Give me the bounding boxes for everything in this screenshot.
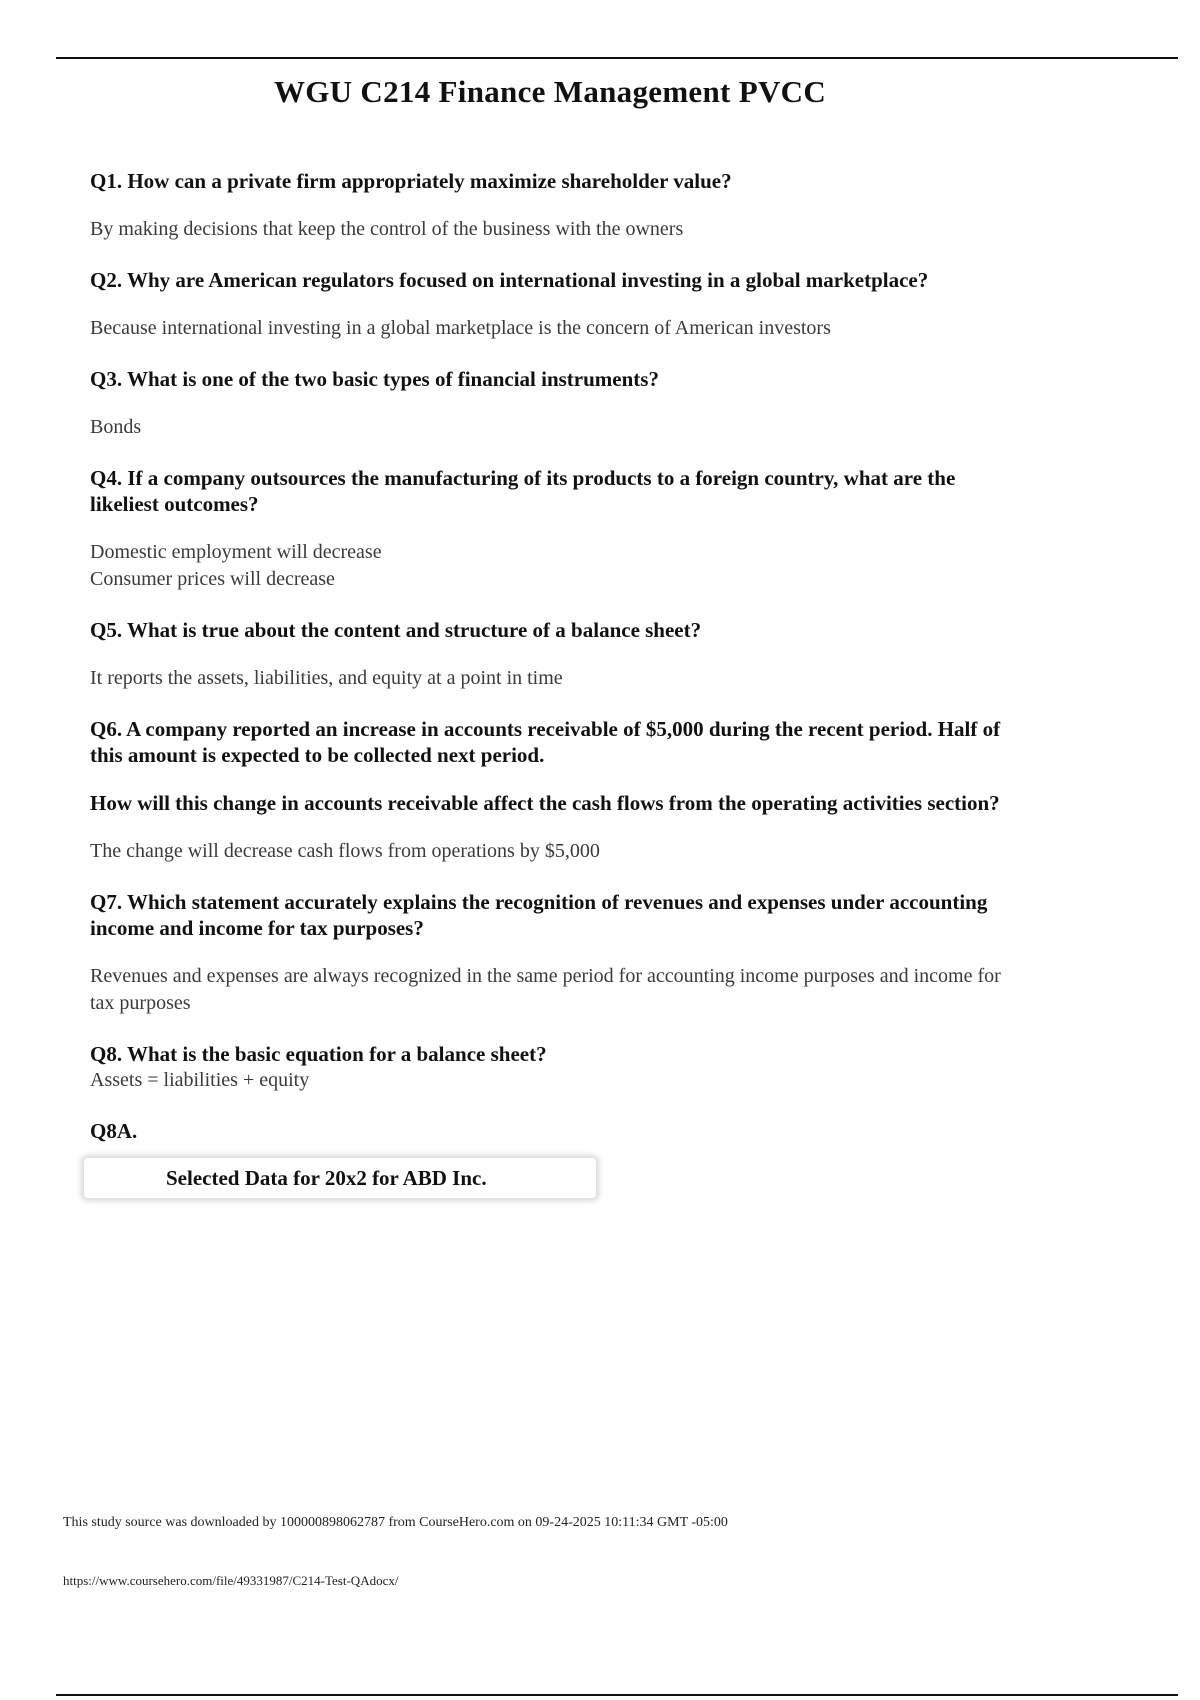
question-7: Q7. Which statement accurately explains the recognition of revenues and expenses under accounting income and income for tax purposes? xyxy=(90,890,988,940)
question-1: Q1. How can a private firm appropriately maximize shareholder value? xyxy=(90,169,732,193)
question-2: Q2. Why are American regulators focused on international investing in a global marketplace? xyxy=(90,268,929,292)
question-3: Q3. What is one of the two basic types of financial instruments? xyxy=(90,367,659,391)
question-4: Q4. If a company outsources the manufacturing of its products to a foreign country, what are the likeliest outcomes? xyxy=(90,466,956,516)
top-rule xyxy=(56,57,1178,59)
answer-7: Revenues and expenses are always recognized in the same period for accounting income purposes and income for tax purposes xyxy=(90,965,1001,1014)
answer-3: Bonds xyxy=(90,416,142,438)
bottom-rule xyxy=(56,1694,1178,1696)
selected-data-box: Selected Data for 20x2 for ABD Inc. xyxy=(84,1158,596,1198)
answer-6: The change will decrease cash flows from operations by $5,000 xyxy=(90,840,600,862)
document-title: WGU C214 Finance Management PVCC xyxy=(273,74,827,109)
question-6-followup: How will this change in accounts receivable affect the cash flows from the operating activities section? xyxy=(90,791,1000,815)
question-8: Q8. What is the basic equation for a balance sheet? xyxy=(90,1042,547,1066)
source-url: https://www.coursehero.com/file/49331987/C214-Test-QAdocx/ xyxy=(63,1573,399,1588)
qa-content xyxy=(90,168,1010,1198)
download-note: This study source was downloaded by 100000898062787 from CourseHero.com on 09-24-2025 10:11:34 GMT -05:00 xyxy=(63,1515,728,1530)
answer-2: Because international investing in a global marketplace is the concern of American investors xyxy=(90,317,831,339)
question-5: Q5. What is true about the content and structure of a balance sheet? xyxy=(90,618,702,642)
answer-8: Assets = liabilities + equity xyxy=(90,1069,310,1091)
answer-4b: Consumer prices will decrease xyxy=(90,568,335,590)
question-8a: Q8A. xyxy=(90,1119,138,1143)
question-6: Q6. A company reported an increase in accounts receivable of $5,000 during the recent period. Half of this amount is expected to be collected next period. xyxy=(90,717,1001,767)
answer-4a: Domestic employment will decrease xyxy=(90,541,382,563)
answer-1: By making decisions that keep the control of the business with the owners xyxy=(90,218,684,240)
answer-5: It reports the assets, liabilities, and equity at a point in time xyxy=(90,667,563,689)
